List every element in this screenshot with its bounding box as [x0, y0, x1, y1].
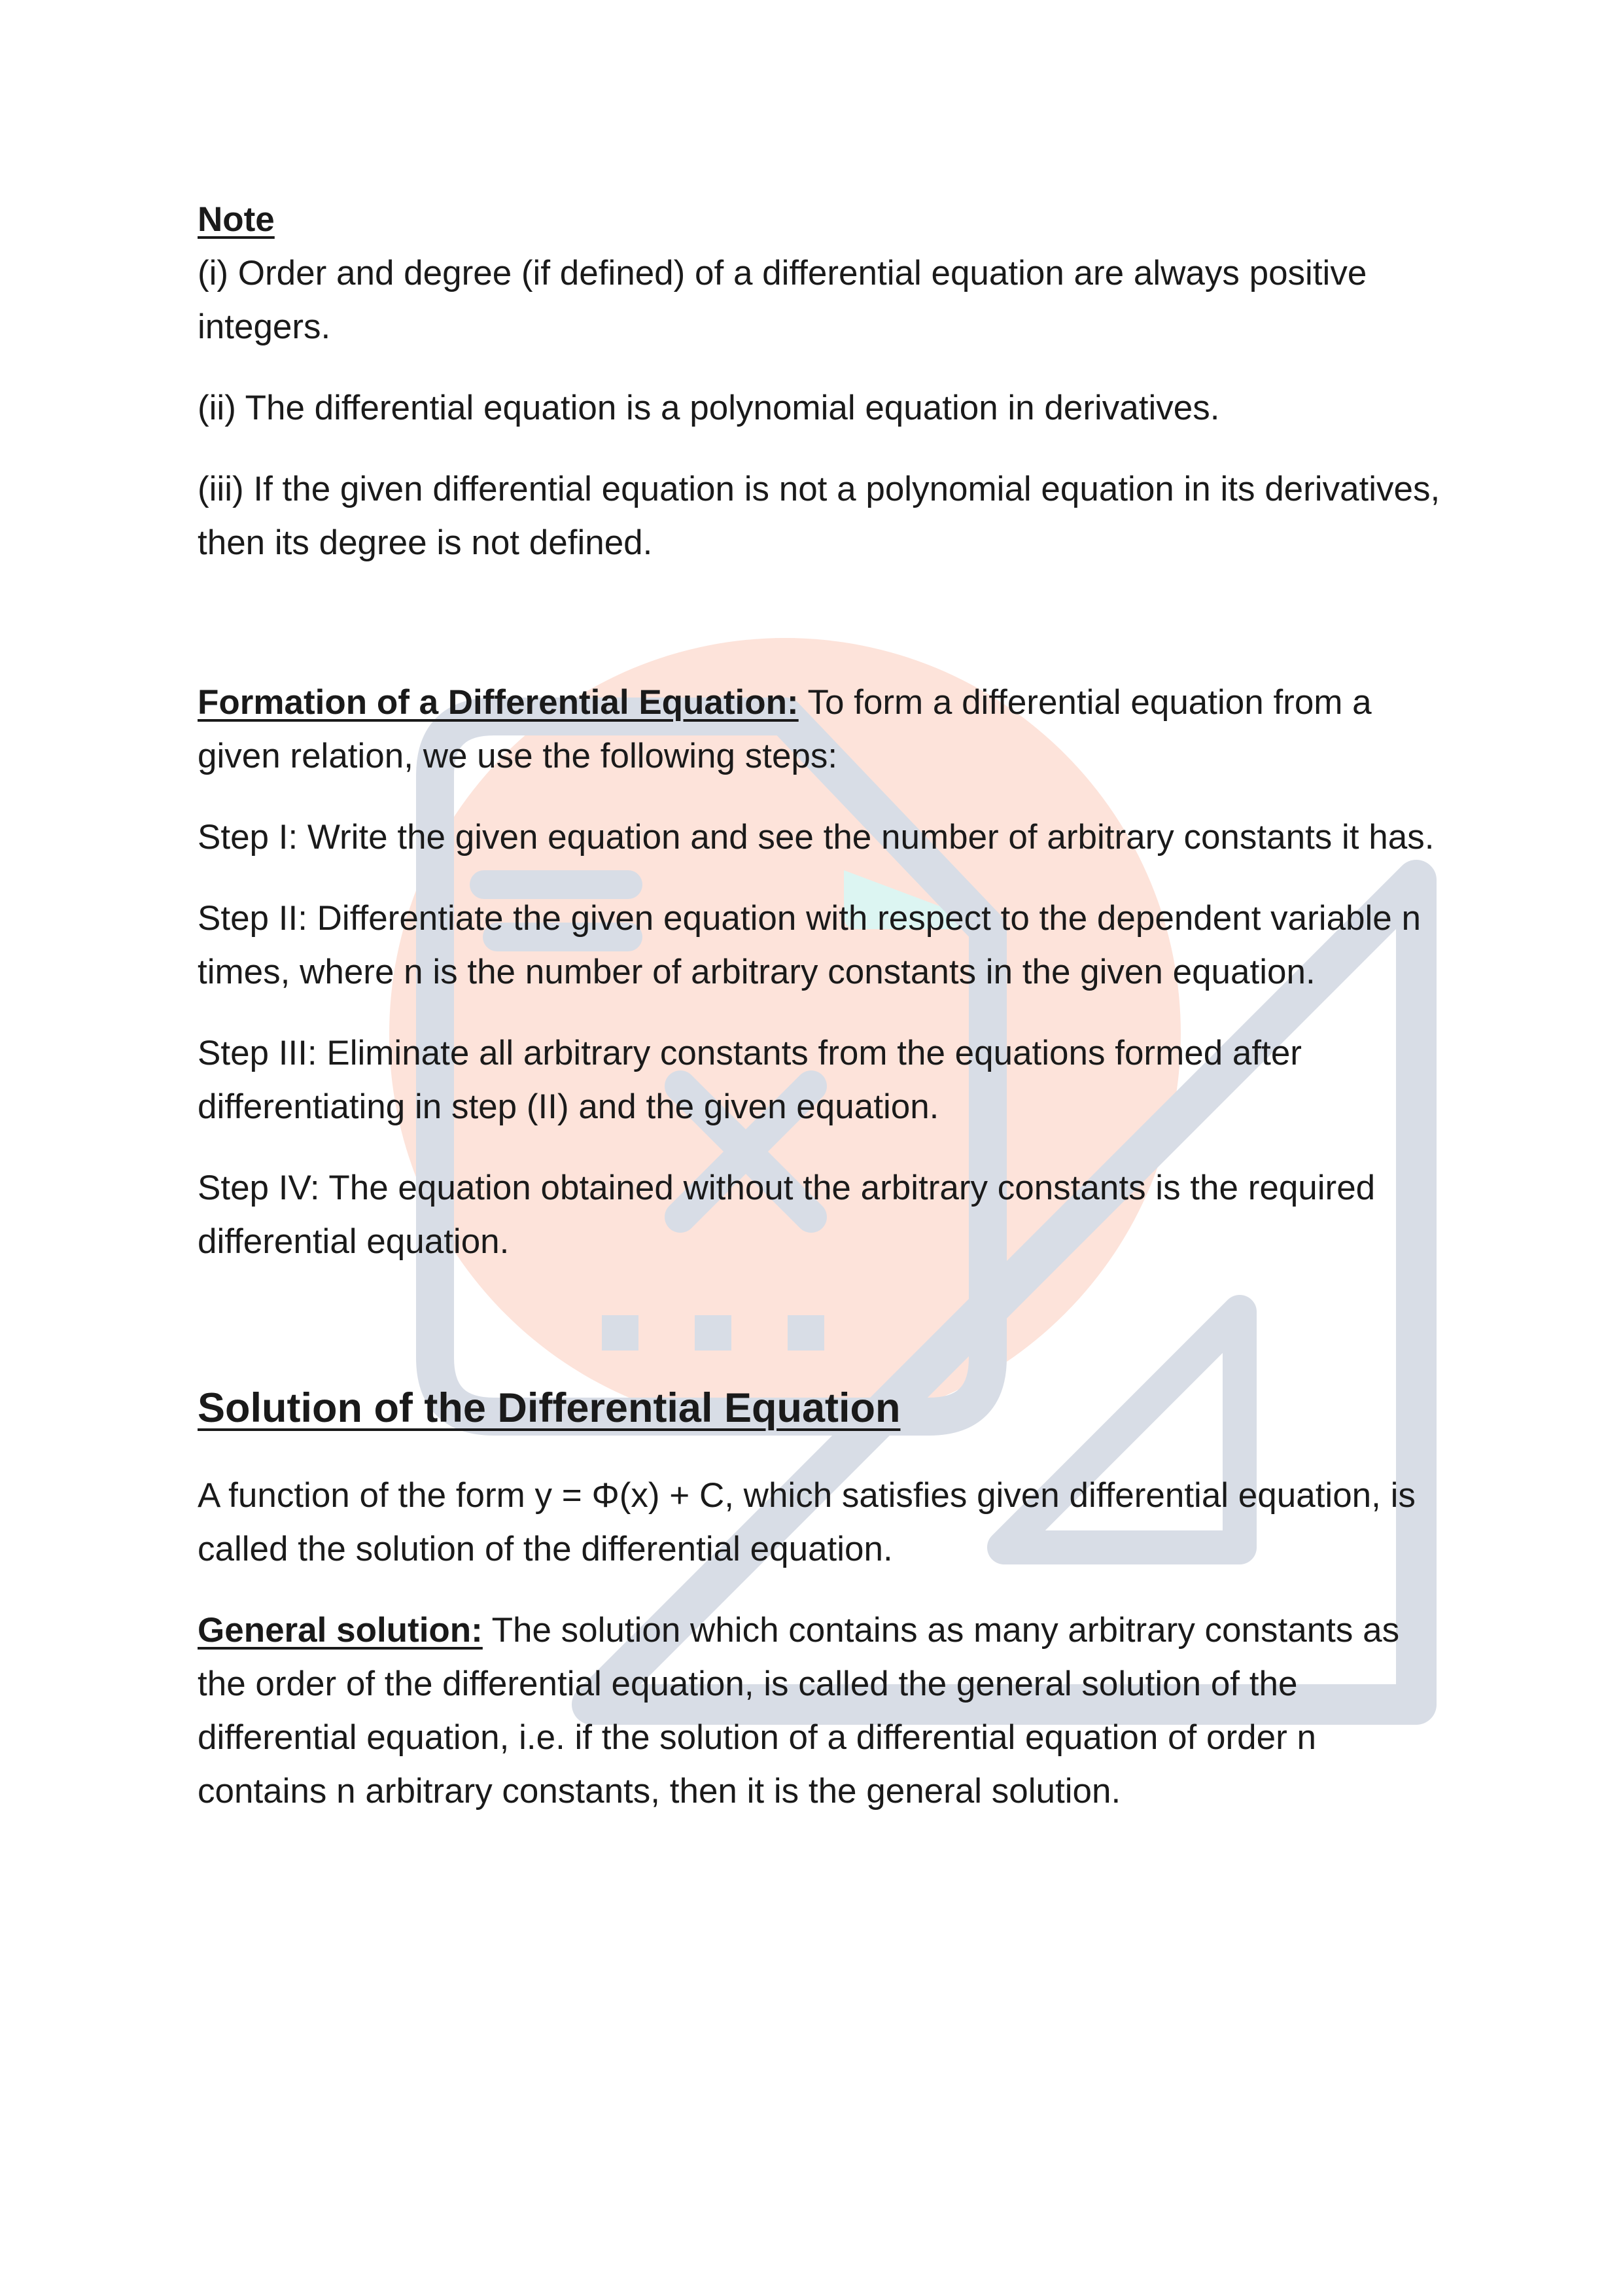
formation-step: Step II: Differentiate the given equation with respect to the dependent variable n times, where n is the number of arbitrary constants in the given equation.	[198, 899, 1421, 991]
note-item: (iii) If the given differential equation is not a polynomial equation in its derivatives, then its degree is not defined.	[198, 470, 1440, 562]
general-solution-text: The solution which contains as many arbitrary constants as the order of the differential equation, is called the general solution of the differential equation, i.e. if the solution of a differential equation of order n contains n arbitrary constants, then it is the general solution.	[198, 1611, 1400, 1810]
general-solution-paragraph	[198, 1604, 1447, 1818]
note-heading: Note	[198, 200, 275, 239]
formation-paragraph	[198, 676, 1447, 783]
formation-step: Step IV: The equation obtained without the arbitrary constants is the required differential equation.	[198, 1169, 1376, 1261]
note-item: (i) Order and degree (if defined) of a differential equation are always positive integers.	[198, 254, 1367, 346]
document-body	[198, 193, 1447, 1846]
formation-step: Step I: Write the given equation and see the number of arbitrary constants it has.	[198, 818, 1435, 857]
formation-step: Step III: Eliminate all arbitrary constants from the equations formed after differentiating in step (II) and the given equation.	[198, 1034, 1302, 1126]
formation-label: Formation of a Differential Equation:	[198, 683, 799, 722]
solution-intro: A function of the form y = Φ(x) + C, which satisfies given differential equation, is called the solution of the differential equation.	[198, 1476, 1416, 1568]
general-solution-label: General solution:	[198, 1611, 483, 1650]
solution-heading: Solution of the Differential Equation	[198, 1385, 901, 1431]
note-item: (ii) The differential equation is a polynomial equation in derivatives.	[198, 389, 1220, 427]
formation-intro: To form a differential equation from a given relation, we use the following steps:	[198, 683, 1372, 775]
